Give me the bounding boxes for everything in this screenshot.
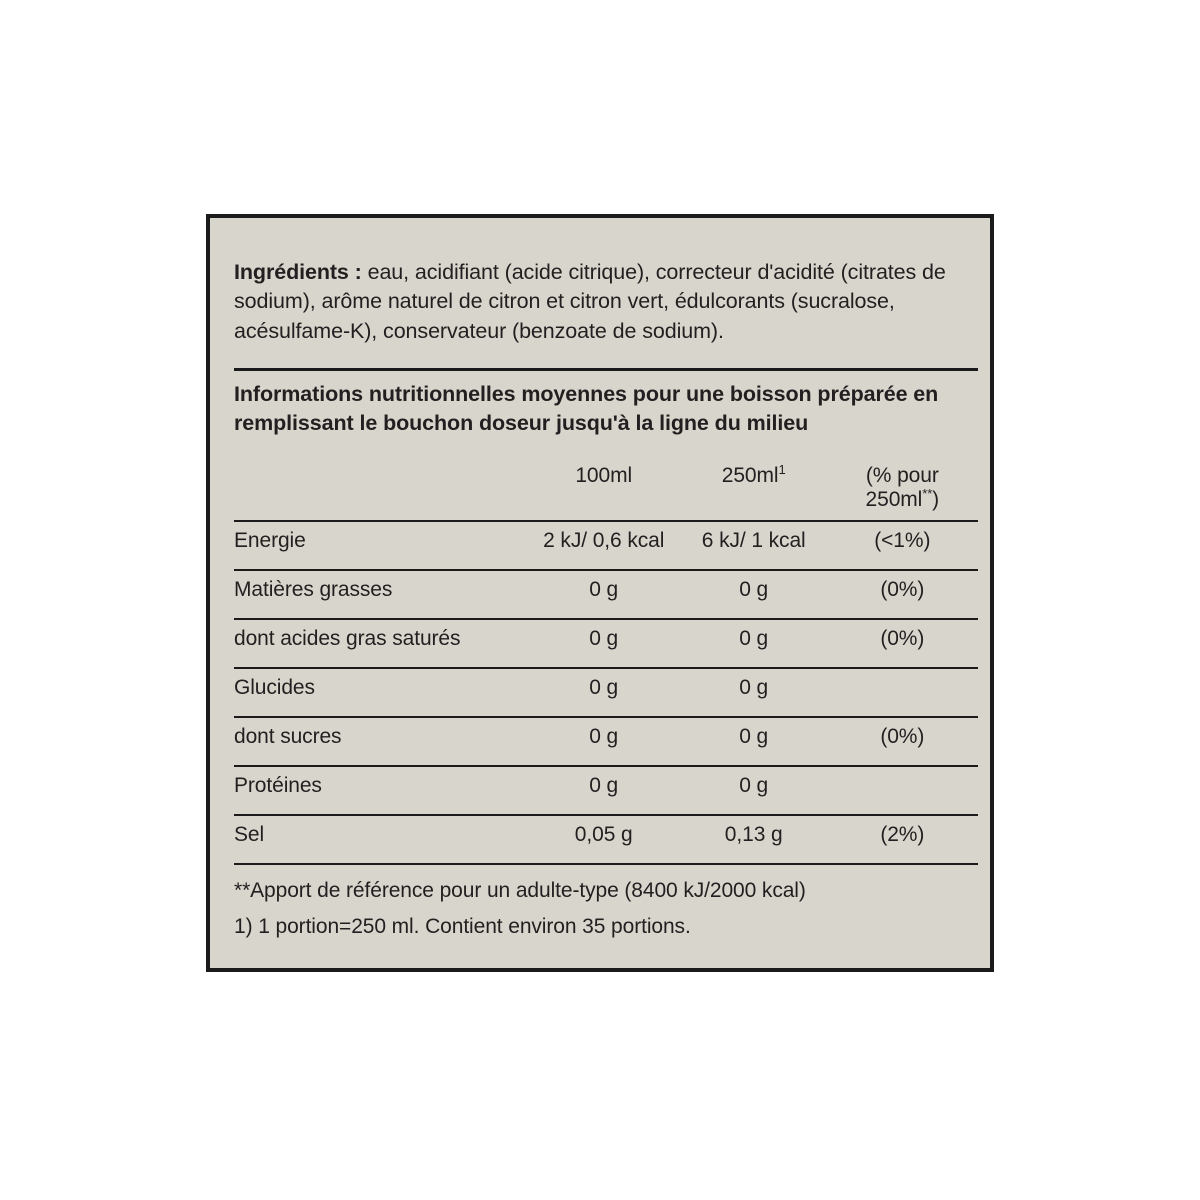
section-divider [234, 368, 978, 371]
row-percent: (0%) [827, 717, 978, 766]
table-row [234, 717, 978, 766]
header-per-250ml-superscript: 1 [778, 462, 786, 478]
label-content [234, 236, 972, 958]
nutrition-table [234, 464, 978, 865]
ingredients-text: eau, acidifiant (acide citrique), correcteur d'acidité (citrates de sodium), arôme naturel de citron et citron vert, édulcorants (sucralose, acésulfame-K), conservateur (benzoate de sodium). [234, 259, 946, 343]
ingredients-label: Ingrédients : [234, 259, 362, 284]
row-per-250ml: 6 kJ/ 1 kcal [681, 521, 827, 570]
row-percent: (0%) [827, 570, 978, 619]
row-percent: (2%) [827, 815, 978, 864]
row-per-100ml: 0 g [527, 717, 681, 766]
row-per-100ml: 0 g [527, 668, 681, 717]
row-percent [827, 668, 978, 717]
table-row [234, 570, 978, 619]
row-per-100ml: 2 kJ/ 0,6 kcal [527, 521, 681, 570]
table-row [234, 766, 978, 815]
row-name: Energie [234, 521, 527, 570]
row-name: Glucides [234, 668, 527, 717]
row-per-250ml: 0 g [681, 570, 827, 619]
row-per-250ml: 0 g [681, 668, 827, 717]
header-percent [827, 464, 978, 521]
row-name: dont acides gras saturés [234, 619, 527, 668]
row-name: Protéines [234, 766, 527, 815]
header-nutrient [234, 464, 527, 521]
row-name: Matières grasses [234, 570, 527, 619]
footnote-reference-intake: **Apport de référence pour un adulte-type (8400 kJ/2000 kcal) [234, 879, 806, 903]
header-percent-text: (% pour 250ml [865, 464, 939, 512]
row-percent: (0%) [827, 619, 978, 668]
header-per-250ml-text: 250ml [721, 464, 779, 488]
row-name: Sel [234, 815, 527, 864]
table-row [234, 815, 978, 864]
row-name: dont sucres [234, 717, 527, 766]
row-per-250ml: 0 g [681, 619, 827, 668]
row-percent [827, 766, 978, 815]
ingredients-paragraph [234, 258, 972, 347]
row-percent: (<1%) [827, 521, 978, 570]
nutrition-heading: Informations nutritionnelles moyennes pour une boisson préparée en remplissant le bouchon doseur jusqu'à la ligne du milieu [234, 381, 939, 436]
nutrition-table-head [234, 464, 978, 521]
row-per-100ml: 0,05 g [527, 815, 681, 864]
header-percent-close: ) [932, 488, 940, 512]
row-per-100ml: 0 g [527, 766, 681, 815]
row-per-100ml: 0 g [527, 570, 681, 619]
footnote-portion: 1) 1 portion=250 ml. Contient environ 35 portions. [234, 914, 691, 938]
nutrition-table-body [234, 521, 978, 864]
header-per-250ml [681, 464, 827, 521]
footnotes [234, 877, 972, 940]
nutrition-label-panel [206, 214, 994, 972]
row-per-250ml: 0 g [681, 717, 827, 766]
header-per-100ml: 100ml [575, 464, 633, 488]
table-row [234, 668, 978, 717]
table-row [234, 619, 978, 668]
row-per-250ml: 0 g [681, 766, 827, 815]
header-percent-superscript: ** [922, 486, 933, 502]
table-row [234, 521, 978, 570]
table-header-row [234, 464, 978, 521]
row-per-100ml: 0 g [527, 619, 681, 668]
row-per-250ml: 0,13 g [681, 815, 827, 864]
